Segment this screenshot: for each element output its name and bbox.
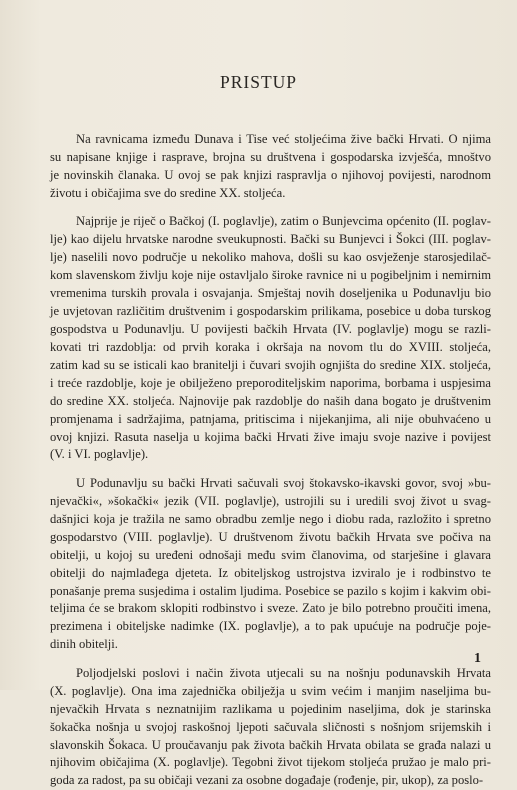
text-line: (V. i VI. poglavlje).: [50, 447, 149, 462]
text-line: i treće razdoblje, koje je obilježeno preporoditeljskim naporima, borbama i uspjesima: [50, 375, 491, 390]
text-line: vremenima turskih provala i osvajanja. Smještaj novih doseljenika u Podunavlju bio: [50, 286, 491, 300]
text-line: teljima će se brakom sklopiti rodbinstvo i svezе. Zato je bilo potrebno proučiti imena,: [50, 601, 491, 616]
text-line: obitelji, u kojoj su uređeni odnošaji među svim članovima, od starješine i glavara: [50, 547, 491, 562]
text-line: slavonskih Šokaca. U proučavanju pak života bačkih Hrvata obilata se građa nalazi u: [50, 737, 491, 752]
text-line: Poljodjelski poslovi i način života utjecali su na nošnju podunavskih Hrvata: [76, 665, 491, 680]
text-line: do sredine XX. stoljeća. Najnovije pak razdoblje do naših dana bogato je društvenim: [50, 393, 491, 408]
text-line: kovati tri razdoblja: od prvih koraka i okršaja na novom tlu do XVIII. stoljeća,: [50, 339, 491, 354]
paragraph: [50, 665, 491, 790]
text-line: obitelji do najmlađega djeteta. Iz obiteljskog ustrojstva izviralo je i rodbinstvo te: [50, 565, 491, 580]
text-line: goda za radost, pa su običaji vezani za osobne događaje (rođenje, pir, ukop), za poslo-: [50, 773, 484, 788]
body-text: [50, 131, 491, 790]
text-line: njevački«, »šokački« jezik (VII. poglavlje), ustrojili su i uredili svoj život u svag-: [50, 493, 491, 508]
text-line: dašnjici koja je tražila ne samo obradbu zemlje nego i diobu rada, razložito i spretno: [50, 511, 491, 526]
text-line: je novinskih članaka. U ovoj se pak knjizi raspravlja o njihovoj povijesti, narodnom: [50, 167, 491, 182]
chapter-title: PRISTUP: [219, 72, 298, 92]
text-line: dinih obitelji.: [50, 637, 118, 652]
text-line: kom slavenskom življu koje nije ostavljalo široke ravnice ni u pogibeljnim i nemirnim: [50, 268, 491, 283]
text-line: (X. poglavlje). Ona ima zajednička obilježja u svim većim i manjim naseljima bu-: [50, 683, 491, 698]
text-line: su napisane knjige i rasprave, brojna su društvena i gospodarska izvješća, mnoštvo: [50, 149, 491, 164]
text-line: gospodstva u Podunavlju. U povijesti bačkih Hrvata (IV. poglavlje) mogu se razli-: [50, 321, 491, 336]
text-line: njihovim običajima (X. poglavlje). Tegobni život tijekom stoljeća pružao je malo pri-: [50, 755, 491, 770]
text-line: ponašanje prema susjedima i ostalim ljudima. Posebice se pazilo s kojim i kakvim obi-: [50, 583, 491, 598]
text-line: ovoj knjizi. Rasuta naselja u kojima bački Hrvati žive imaju svoje nazive i povijest: [50, 429, 491, 444]
page-number: 1: [474, 651, 481, 666]
text-line: je uvjetovan različitim društvenim i gospodarskim prilikama, posebice u doba turskog: [50, 303, 491, 318]
text-line: promjenama i sadržajima, patnjama, pritiscima i nijekanjima, ali nije obuhvaćeno u: [50, 411, 491, 426]
text-line: lje) kao dijelu hrvatske narodne sveukupnosti. Bački su Bunjevci i Šokci (III. poglav-: [50, 232, 491, 247]
text-line: U Podunavlju su bački Hrvati sačuvali svoj štokavsko-ikavski govor, svoj »bu-: [76, 475, 491, 490]
paragraph: [50, 213, 491, 464]
text-line: prezimena i obiteljske nadimke (IX. poglavlje), a to pak upućuje na područje poje-: [50, 619, 491, 634]
text-line: zatim kad su se isticali kao branitelji i čuvari svojih ognjišta do sredine XIX. stoljeća,: [50, 357, 491, 372]
paragraph: [50, 475, 491, 654]
text-line: gospodarstvo (VIII. poglavlje). U društvenom životu bačkih Hrvata sve počiva na: [50, 529, 491, 544]
text-line: šokačka nošnja u svojoj raskošnoj ljepoti sačuvala sličnosti s nošnjom srijemskih i: [50, 719, 491, 734]
paragraph: [50, 131, 491, 203]
text-line: lje) naselili novo područje u nekoliko mahova, došli su kao osvježenje starosjedilač-: [50, 250, 491, 265]
text-line: njevačkih Hrvata s neznatnijim razlikama u pojedinim naseljima, dok je starinska: [50, 701, 491, 716]
text-line: Na ravnicama između Dunava i Tise već stoljećima žive bački Hrvati. O njima: [76, 132, 491, 146]
text-line: životu i običajima sve do sredine XX. stoljeća.: [50, 185, 286, 200]
text-line: Najprije je riječ o Bačkoj (I. poglavlje), zatim o Bunjevcima općenito (II. poglav-: [76, 214, 491, 229]
